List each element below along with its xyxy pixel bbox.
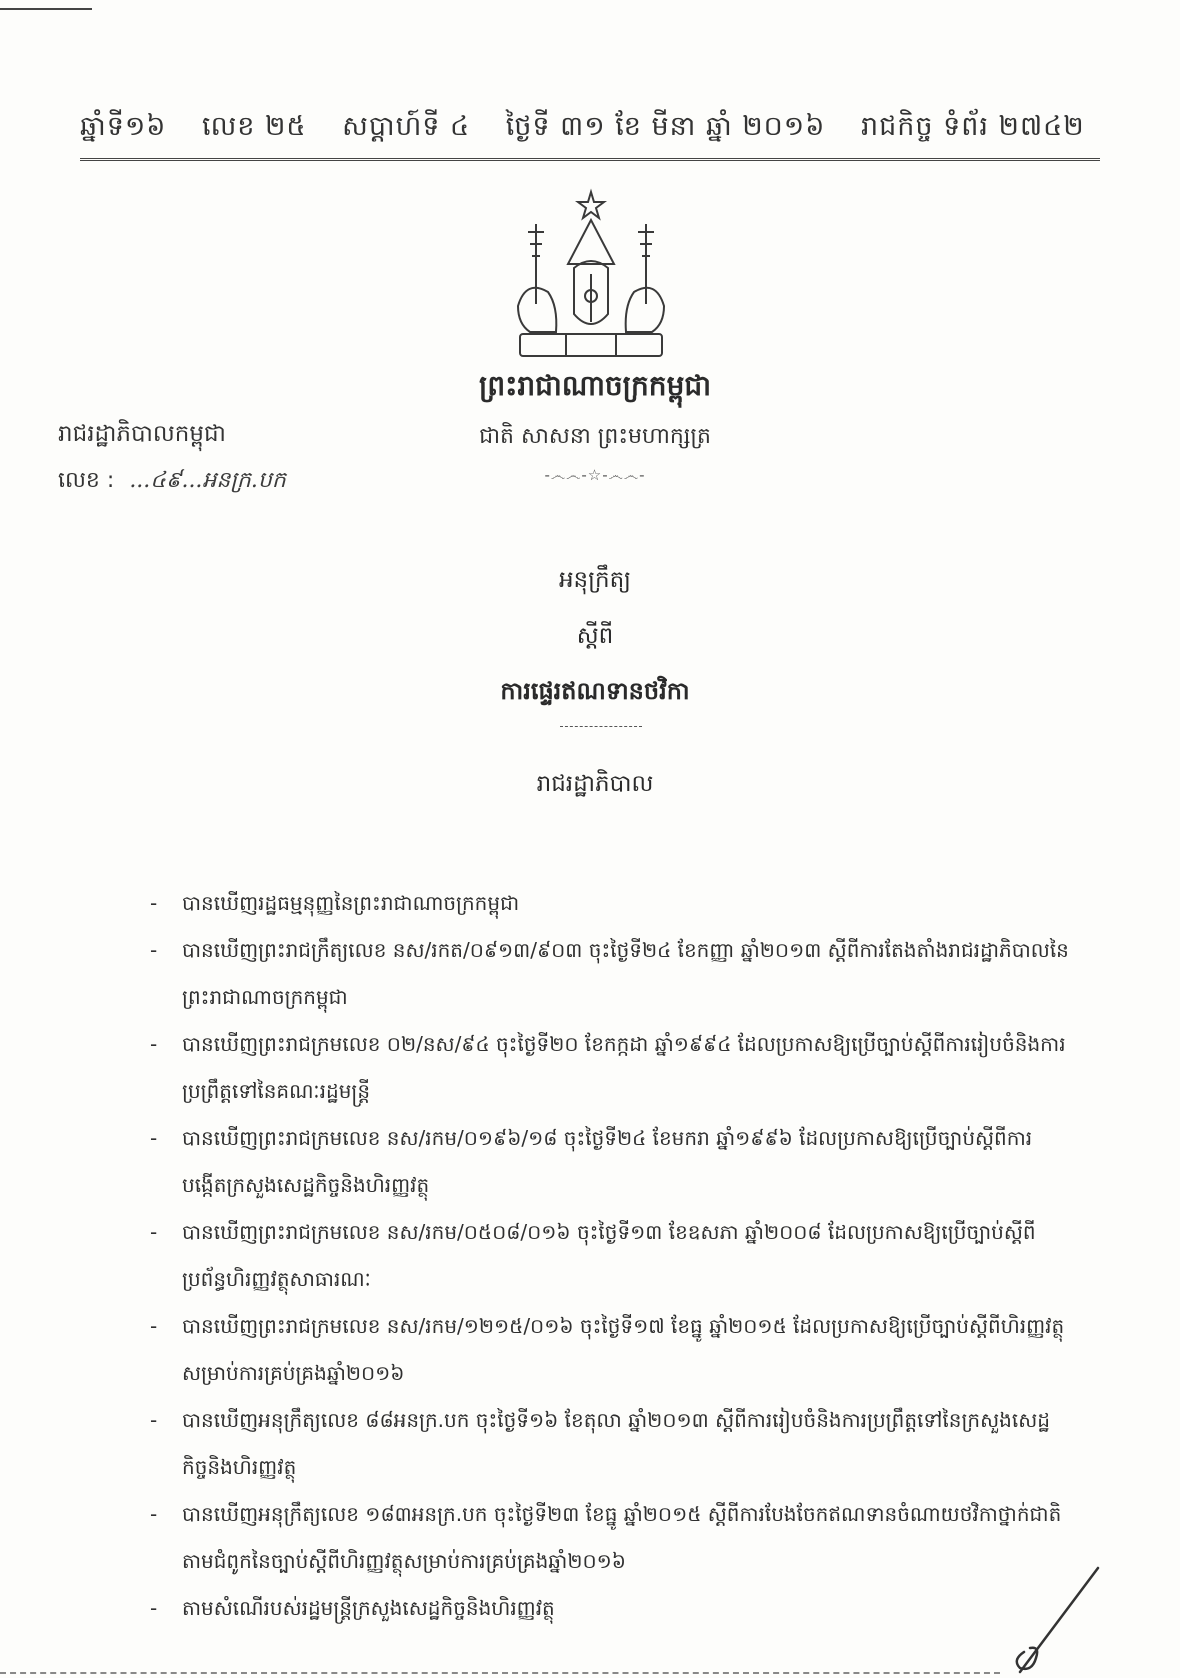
document-type: អនុក្រឹត្យ (558, 567, 632, 593)
citation-text: បានឃើញព្រះរាជក្រមលេខ នស/រកម/០១៩៦/១៨ ចុះថ្ងៃទី២៤ ខែមករា ឆ្នាំ១៩៩៦ ដែលប្រកាសឱ្យប្រើច្បាប់ស្តីពីការបង្កើតក្រសួងសេដ្ឋកិច្ចនិងហិរញ្ញវត្ថុ (182, 1126, 1033, 1197)
citation-text: បានឃើញព្រះរាជក្រមលេខ នស/រកម/០៥០៨/០១៦ ចុះថ្ងៃទី១៣ ខែឧសភា ឆ្នាំ២០០៨ ដែលប្រកាសឱ្យប្រើច្បាប់ស្តីពីប្រព័ន្ធហិរញ្ញវត្ថុសាធារណៈ (182, 1220, 1036, 1291)
ornamental-flourish: -෴෴-☆-෴෴- (544, 466, 646, 484)
top-corner-rule (0, 8, 92, 10)
bullet-dash: - (150, 1032, 158, 1056)
royal-coat-of-arms-icon (496, 184, 686, 369)
header-year: ឆ្នាំទី១៦ (80, 111, 167, 142)
citation-text: បានឃើញព្រះរាជក្រមលេខ នស/រកម/១២១៥/០១៦ ចុះថ្ងៃទី១៧ ខែធ្នូ ឆ្នាំ២០១៥ ដែលប្រកាសឱ្យប្រើច្បាប់ស្តីពីហិរញ្ញវត្ថុសម្រាប់ការគ្រប់គ្រងឆ្នាំ២០១៦ (182, 1314, 1065, 1385)
citation-item (150, 927, 1070, 1021)
bullet-dash: - (150, 1126, 158, 1150)
bullet-dash: - (150, 938, 158, 962)
bullet-dash: - (150, 1314, 158, 1338)
citation-text: បានឃើញអនុក្រឹត្យលេខ ៨៨អនក្រ.បក ចុះថ្ងៃទី១៦ ខែតុលា ឆ្នាំ២០១៣ ស្តីពីការរៀបចំនិងការប្រព្រឹត្តទៅនៃក្រសួងសេដ្ឋកិច្ចនិងហិរញ្ញវត្ថុ (182, 1408, 1050, 1479)
issuing-authority: រាជរដ្ឋាភិបាលកម្ពុជា (58, 421, 226, 447)
title-separator (560, 726, 642, 727)
footer-rule (0, 1672, 1000, 1674)
citation-text: បានឃើញអនុក្រឹត្យលេខ ១៨៣អនក្រ.បក ចុះថ្ងៃទី២៣ ខែធ្នូ ឆ្នាំ២០១៥ ស្តីពីការបែងចែកឥណទានចំណាយថវិកាថ្នាក់ជាតិតាមជំពូកនៃច្បាប់ស្តីពីហិរញ្ញវត្ថុសម្រាប់ការគ្រប់គ្រងឆ្នាំ២០១៦ (182, 1502, 1062, 1573)
citation-item (150, 1209, 1070, 1303)
citation-list (150, 880, 1070, 1632)
citation-text: តាមសំណើរបស់រដ្ឋមន្ត្រីក្រសួងសេដ្ឋកិច្ចនិងហិរញ្ញវត្ថុ (182, 1596, 555, 1620)
reference-number: ...៤៩...អនក្រ.បក (129, 468, 286, 493)
header-rule (80, 158, 1100, 161)
citation-item (150, 1397, 1070, 1491)
issuing-body: រាជរដ្ឋាភិបាល (536, 771, 654, 797)
citation-item (150, 1303, 1070, 1397)
bullet-dash: - (150, 1408, 158, 1432)
reference-label: លេខ : (58, 468, 115, 493)
citation-item (150, 880, 1070, 927)
header-week: សប្តាហ៍ទី ៤ (342, 111, 471, 142)
header-issue: លេខ ២៥ (202, 111, 307, 142)
national-motto: ជាតិ សាសនា ព្រះមហាក្សត្រ (479, 424, 711, 449)
reference-line (58, 466, 286, 498)
citation-text: បានឃើញព្រះរាជក្រមលេខ ០២/នស/៩៤ ចុះថ្ងៃទី២០ ខែកក្កដា ឆ្នាំ១៩៩៤ ដែលប្រកាសឱ្យប្រើច្បាប់ស្តីពីការរៀបចំនិងការប្រព្រឹត្តទៅនៃគណៈរដ្ឋមន្ត្រី (182, 1032, 1066, 1103)
document-about: ស្តីពី (576, 623, 614, 649)
signature-initials-icon (1000, 1560, 1110, 1678)
citation-text: បានឃើញព្រះរាជក្រឹត្យលេខ នស/រកត/០៩១៣/៩០៣ ចុះថ្ងៃទី២៤ ខែកញ្ញា ឆ្នាំ២០១៣ ស្តីពីការតែងតាំងរាជរដ្ឋាភិបាលនៃព្រះរាជាណាចក្រកម្ពុជា (182, 938, 1069, 1009)
citation-item (150, 1585, 1070, 1632)
citation-text: បានឃើញរដ្ឋធម្មនុញ្ញនៃព្រះរាជាណាចក្រកម្ពុជា (182, 891, 520, 915)
bullet-dash: - (150, 1220, 158, 1244)
citation-item (150, 1021, 1070, 1115)
citation-item (150, 1491, 1070, 1585)
bullet-dash: - (150, 891, 158, 915)
bullet-dash: - (150, 1596, 158, 1620)
header-page: រាជកិច្ច ទំព័រ ២៧៤២ (860, 111, 1085, 142)
gazette-header (80, 110, 1100, 149)
header-date: ថ្ងៃទី ៣១ ខែ មីនា ឆ្នាំ ២០១៦ (505, 111, 826, 142)
kingdom-name: ព្រះរាជាណាចក្រកម្ពុជា (478, 369, 711, 402)
bullet-dash: - (150, 1502, 158, 1526)
document-title: ការផ្ទេរឥណទានថវិកា (500, 677, 690, 705)
citation-item (150, 1115, 1070, 1209)
